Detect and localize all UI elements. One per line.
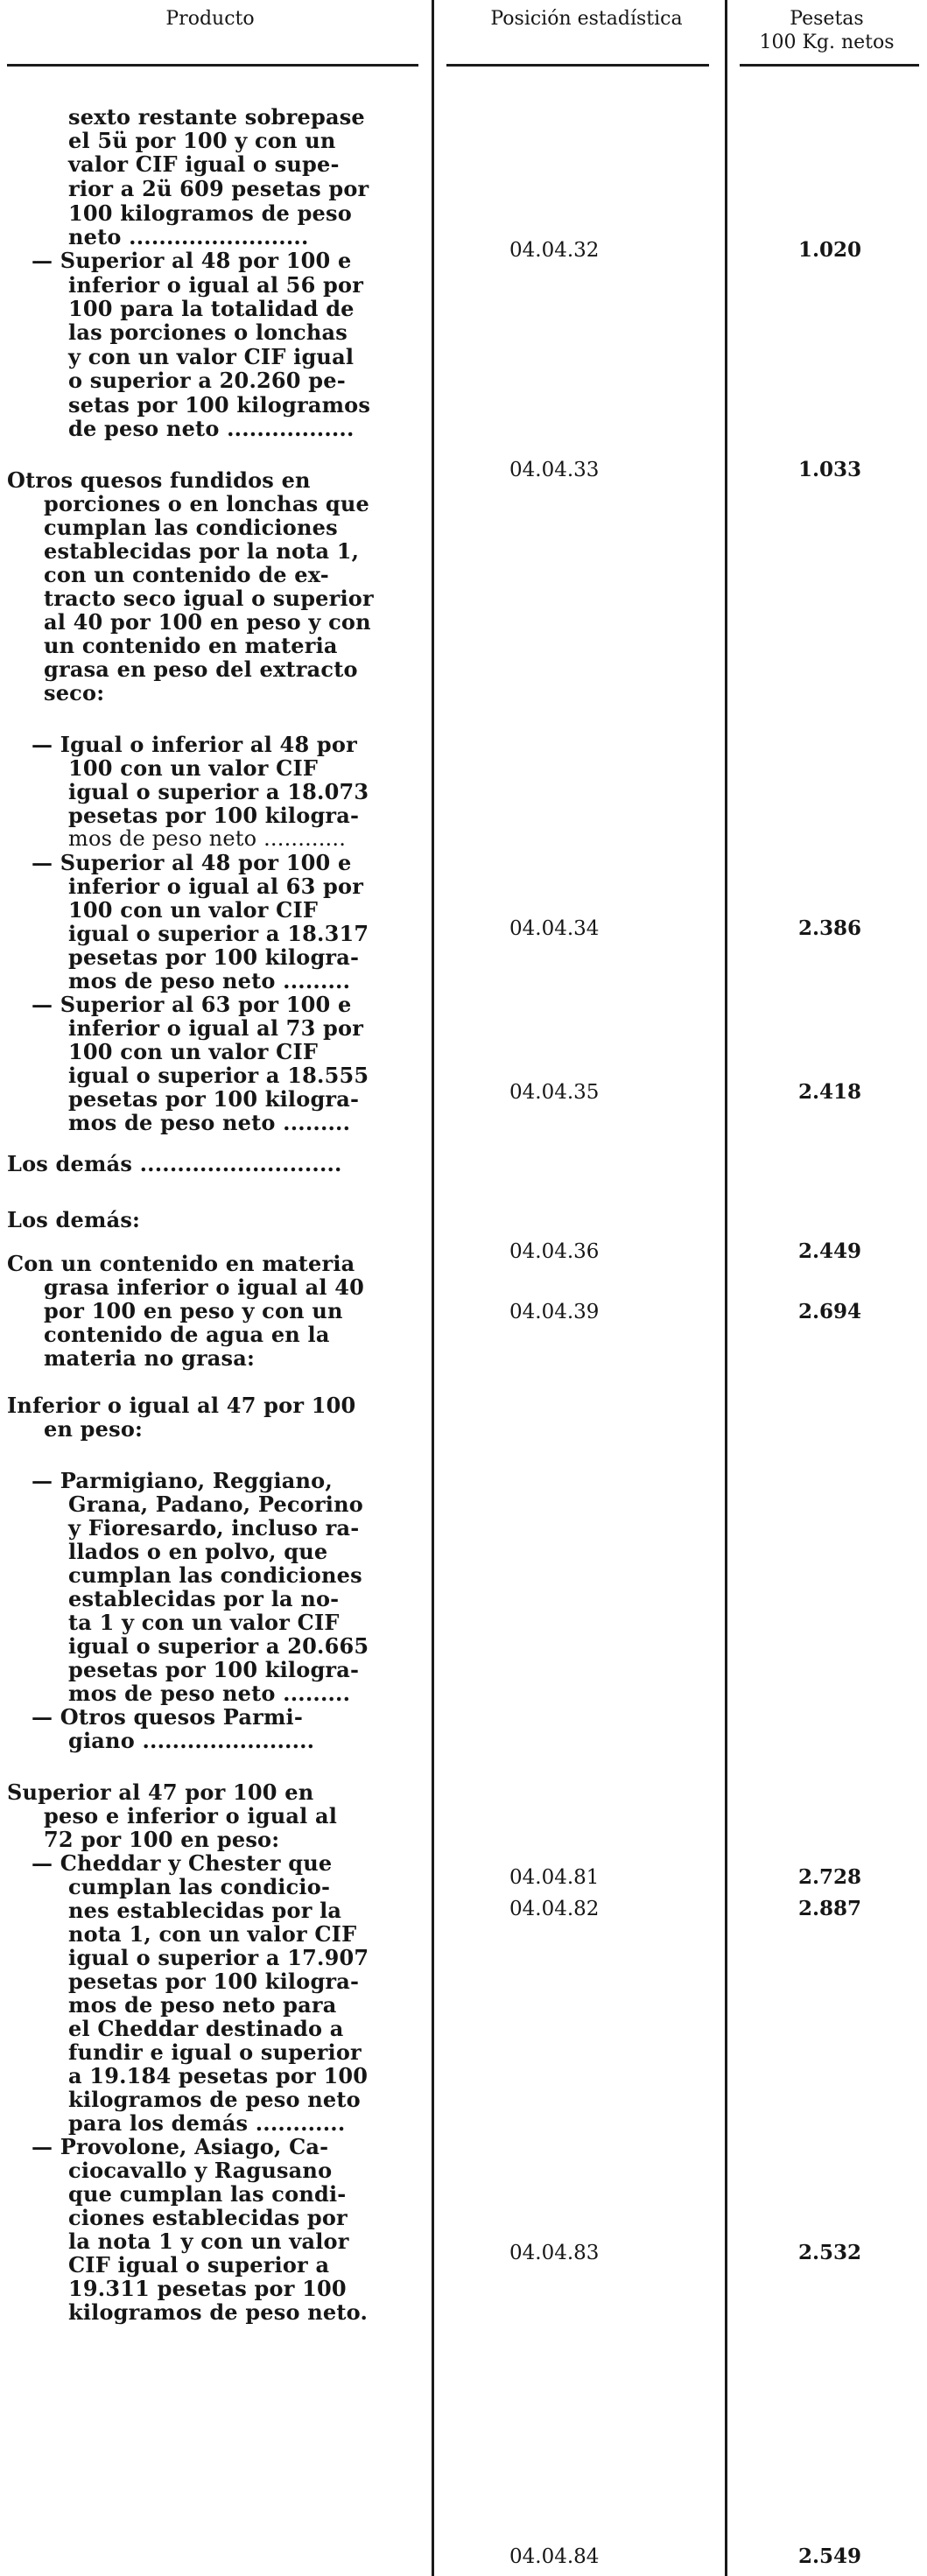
product-text-line: de peso neto ................. [68, 416, 355, 441]
product-text-line: pesetas por 100 kilogra- [68, 1657, 360, 1682]
product-text-line: el Cheddar destinado a [68, 2016, 344, 2041]
product-text-line: seco: [44, 680, 105, 705]
pesetas-value: 2.694 [798, 1300, 862, 1323]
product-text-line: 100 para la totalidad de [68, 296, 355, 321]
posicion-estadistica-value: 04.04.39 [509, 1301, 600, 1323]
product-text-line: para los demás ............ [68, 2110, 346, 2136]
posicion-estadistica-value: 04.04.81 [509, 1866, 600, 1889]
product-text-line: Los demás ........................... [7, 1151, 342, 1176]
pesetas-value: 2.418 [798, 1080, 862, 1104]
product-text-line: contenido de agua en la [44, 1322, 330, 1347]
product-text-line: rior a 2ü 609 pesetas por [68, 176, 369, 201]
product-text-line: — Superior al 48 por 100 e [32, 248, 352, 273]
header-producto: Producto [165, 8, 255, 30]
product-text-line: setas por 100 kilogramos [68, 392, 371, 418]
product-text-line: ta 1 y con un valor CIF [68, 1610, 340, 1635]
product-text-line: ciones establecidas por [68, 2205, 348, 2230]
product-text-line: un contenido en materia [44, 633, 338, 658]
pesetas-value: 2.728 [798, 1865, 862, 1889]
product-text-line: — Cheddar y Chester que [32, 1850, 333, 1876]
product-text-line: 19.311 pesetas por 100 [68, 2276, 347, 2301]
product-text-line: kilogramos de peso neto [68, 2087, 361, 2112]
product-text-line: 100 con un valor CIF [68, 897, 319, 923]
product-text-line: 100 con un valor CIF [68, 755, 319, 781]
header-rule-pesetas [740, 64, 919, 67]
product-text-line: ciocavallo y Ragusano [68, 2158, 333, 2183]
product-text-line: el 5ü por 100 y con un [68, 128, 336, 153]
product-text-line: las porciones o lonchas [68, 319, 348, 345]
product-text-line: inferior o igual al 63 por [68, 874, 364, 899]
pesetas-value: 2.386 [798, 916, 862, 940]
header-rule-posicion [446, 64, 709, 67]
product-text-line: a 19.184 pesetas por 100 [68, 2063, 369, 2088]
posicion-estadistica-value: 04.04.82 [509, 1898, 600, 1920]
posicion-estadistica-value: 04.04.35 [509, 1081, 600, 1104]
product-text-line: establecidas por la no- [68, 1586, 340, 1611]
product-text-line: peso e inferior o igual al [44, 1803, 338, 1828]
product-text-line: y Fioresardo, incluso ra- [68, 1515, 360, 1541]
product-text-line: — Parmigiano, Reggiano, [32, 1468, 333, 1493]
product-text-line: pesetas por 100 kilogra- [68, 1969, 360, 1994]
pesetas-value: 2.532 [798, 2241, 862, 2264]
posicion-estadistica-value: 04.04.34 [509, 917, 600, 940]
product-text-line: establecidas por la nota 1, [44, 538, 360, 564]
posicion-estadistica-value: 04.04.84 [509, 2545, 600, 2568]
product-text-line: mos de peso neto ......... [68, 1110, 351, 1135]
product-text-line: grasa inferior o igual al 40 [44, 1274, 365, 1300]
product-text-line: nota 1, con un valor CIF [68, 1921, 357, 1947]
posicion-estadistica-value: 04.04.33 [509, 459, 600, 481]
product-text-line: 100 con un valor CIF [68, 1039, 319, 1064]
product-text-line: que cumplan las condi- [68, 2181, 347, 2207]
product-text-line: mos de peso neto ......... [68, 968, 351, 993]
header-pesetas [728, 7, 925, 54]
posicion-estadistica-value: 04.04.36 [509, 1240, 600, 1263]
product-text-line: mos de peso neto ......... [68, 1681, 351, 1706]
product-text-line: en peso: [44, 1416, 144, 1442]
product-text-line: al 40 por 100 en peso y con [44, 609, 371, 635]
product-text-line: Con un contenido en materia [7, 1251, 355, 1276]
product-text-line: con un contenido de ex- [44, 562, 329, 587]
posicion-estadistica-value: 04.04.83 [509, 2242, 600, 2264]
product-text-line: Grana, Padano, Pecorino [68, 1492, 363, 1517]
product-text-line: nes establecidas por la [68, 1898, 342, 1923]
product-text-line: o superior a 20.260 pe- [68, 368, 346, 393]
product-text-line: igual o superior a 18.073 [68, 779, 369, 804]
product-text-line: giano ....................... [68, 1728, 315, 1753]
product-text-line: 100 kilogramos de peso [68, 200, 352, 226]
product-text-line: Superior al 47 por 100 en [7, 1779, 314, 1805]
product-text-line: sexto restante sobrepase [68, 104, 365, 130]
product-text-line: tracto seco igual o superior [44, 586, 374, 611]
column-divider-2 [725, 0, 727, 2576]
header-pesetas-line2: 100 Kg. netos [759, 32, 895, 53]
product-text-line: inferior o igual al 73 por [68, 1015, 364, 1041]
product-text-line: y con un valor CIF igual [68, 344, 355, 369]
pesetas-value: 1.020 [798, 238, 862, 262]
pesetas-value: 1.033 [798, 458, 862, 481]
pesetas-value: 2.449 [798, 1239, 862, 1263]
product-text-line: pesetas por 100 kilogra- [68, 803, 360, 828]
header-pesetas-line1: Pesetas [790, 8, 864, 30]
column-divider-1 [432, 0, 434, 2576]
product-text-line: Otros quesos fundidos en [7, 467, 311, 493]
product-text-line: igual o superior a 18.555 [68, 1063, 369, 1088]
pesetas-value: 2.549 [798, 2544, 862, 2568]
product-text-line: la nota 1 y con un valor [68, 2229, 349, 2254]
product-text-line: pesetas por 100 kilogra- [68, 1086, 360, 1112]
product-text-line: igual o superior a 17.907 [68, 1945, 369, 1970]
product-text-line: porciones o en lonchas que [44, 491, 369, 516]
product-text-line: por 100 en peso y con un [44, 1298, 343, 1323]
product-text-line: valor CIF igual o supe- [68, 151, 340, 177]
product-text-line: — Superior al 63 por 100 e [32, 992, 352, 1017]
product-text-line: — Provolone, Asiago, Ca- [32, 2134, 329, 2159]
header-posicion-estadistica: Posición estadística [490, 8, 683, 30]
product-text-line: pesetas por 100 kilogra- [68, 944, 360, 970]
product-text-line: cumplan las condiciones [44, 515, 338, 540]
product-text-line: CIF igual o superior a [68, 2252, 330, 2278]
product-text-line: materia no grasa: [44, 1345, 256, 1371]
product-text-line: mos de peso neto para [68, 1992, 337, 2018]
product-text-line: Los demás: [7, 1207, 141, 1232]
product-text-line: fundir e igual o superior [68, 2039, 362, 2065]
product-text-line: — Igual o inferior al 48 por [32, 732, 357, 757]
product-text-line: mos de peso neto ............ [68, 826, 347, 851]
product-text-line: inferior o igual al 56 por [68, 272, 364, 298]
product-text-line: igual o superior a 18.317 [68, 921, 369, 946]
product-text-line: — Superior al 48 por 100 e [32, 850, 352, 875]
product-text-line: llados o en polvo, que [68, 1539, 328, 1564]
pesetas-value: 2.887 [798, 1897, 862, 1920]
product-text-line: grasa en peso del extracto [44, 656, 358, 682]
posicion-estadistica-value: 04.04.32 [509, 239, 600, 262]
product-text-line: 72 por 100 en peso: [44, 1827, 280, 1852]
product-text-line: — Otros quesos Parmi- [32, 1704, 304, 1730]
product-text-line: cumplan las condicio- [68, 1874, 331, 1899]
product-text-line: Inferior o igual al 47 por 100 [7, 1393, 356, 1418]
product-text-line: igual o superior a 20.665 [68, 1633, 369, 1659]
product-text-line: cumplan las condiciones [68, 1562, 362, 1588]
product-text-line: neto ........................ [68, 224, 309, 249]
product-text-line: kilogramos de peso neto. [68, 2299, 368, 2325]
header-rule-producto [7, 64, 418, 67]
